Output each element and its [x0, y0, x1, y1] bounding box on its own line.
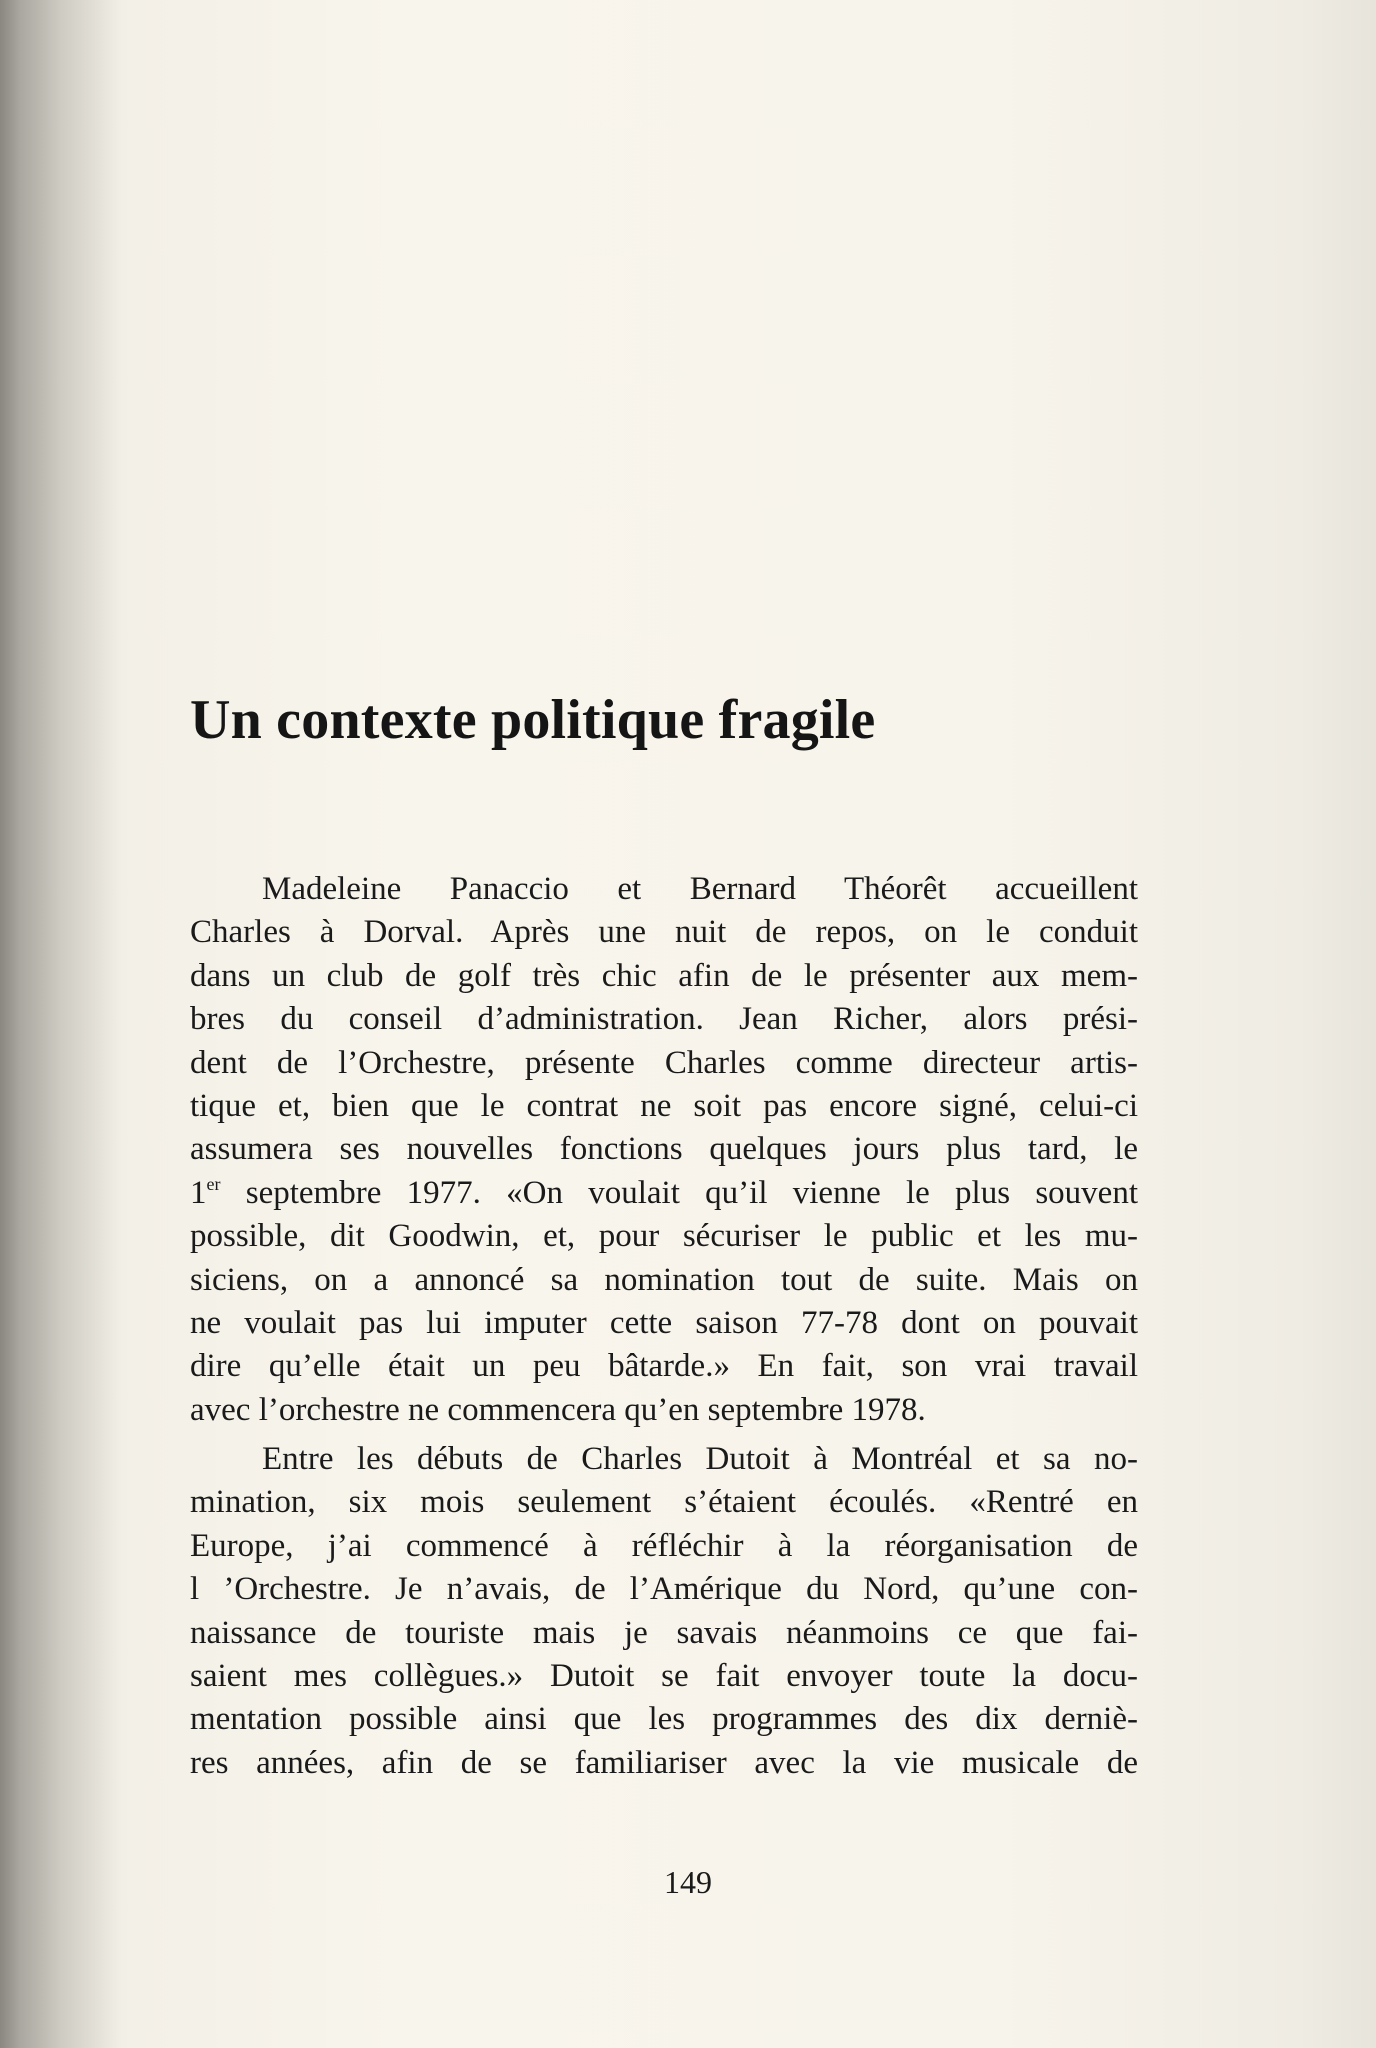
text-line: saient mes collègues.» Dutoit se fait envoyer toute la docu-: [190, 1658, 1138, 1695]
text-line: dans un club de golf très chic afin de le présenter aux mem-: [190, 957, 1138, 994]
text-line: avec l’orchestre ne commencera qu’en septembre 1978.: [190, 1391, 926, 1428]
ordinal-suffix: er: [206, 1173, 221, 1194]
text-line: naissance de touriste mais je savais néanmoins ce que fai-: [190, 1614, 1138, 1651]
text-line: Entre les débuts de Charles Dutoit à Montréal et sa no-: [262, 1441, 1138, 1478]
text-line: [190, 1172, 1138, 1215]
section-heading: Un contexte politique fragile: [190, 689, 876, 751]
body-text: [190, 868, 1138, 1785]
text-line: siciens, on a annoncé sa nomination tout de suite. Mais on: [190, 1261, 1138, 1298]
line-remainder: septembre 1977. «On voulait qu’il vienne le plus souvent: [220, 1174, 1138, 1211]
text-line: mination, six mois seulement s’étaient écoulés. «Rentré en: [190, 1484, 1138, 1521]
ordinal-number: 1: [190, 1174, 207, 1211]
gutter-shadow: [0, 0, 120, 2048]
text-line: l ’Orchestre. Je n’avais, de l’Amérique du Nord, qu’une con-: [190, 1571, 1138, 1608]
text-line: possible, dit Goodwin, et, pour sécuriser le public et les mu-: [190, 1218, 1138, 1255]
text-line: bres du conseil d’administration. Jean Richer, alors prési-: [190, 1001, 1138, 1038]
text-line: ne voulait pas lui imputer cette saison 77-78 dont on pouvait: [190, 1304, 1138, 1341]
paragraph-2: [190, 1438, 1138, 1785]
text-line: Charles à Dorval. Après une nuit de repos, on le conduit: [190, 914, 1138, 951]
text-line: dent de l’Orchestre, présente Charles comme directeur artis-: [190, 1044, 1138, 1081]
text-line: res années, afin de se familiariser avec la vie musicale de: [190, 1744, 1138, 1781]
text-line: tique et, bien que le contrat ne soit pas encore signé, celui-ci: [190, 1087, 1138, 1124]
page-number: 149: [664, 1864, 712, 1900]
text-line: Europe, j’ai commencé à réfléchir à la réorganisation de: [190, 1527, 1138, 1564]
text-line: mentation possible ainsi que les programmes des dix derniè-: [190, 1701, 1138, 1738]
text-line: dire qu’elle était un peu bâtarde.» En fait, son vrai travail: [190, 1348, 1138, 1385]
text-line: assumera ses nouvelles fonctions quelques jours plus tard, le: [190, 1131, 1138, 1168]
paragraph-1: [190, 868, 1138, 1432]
text-line: Madeleine Panaccio et Bernard Théorêt accueillent: [262, 871, 1138, 907]
